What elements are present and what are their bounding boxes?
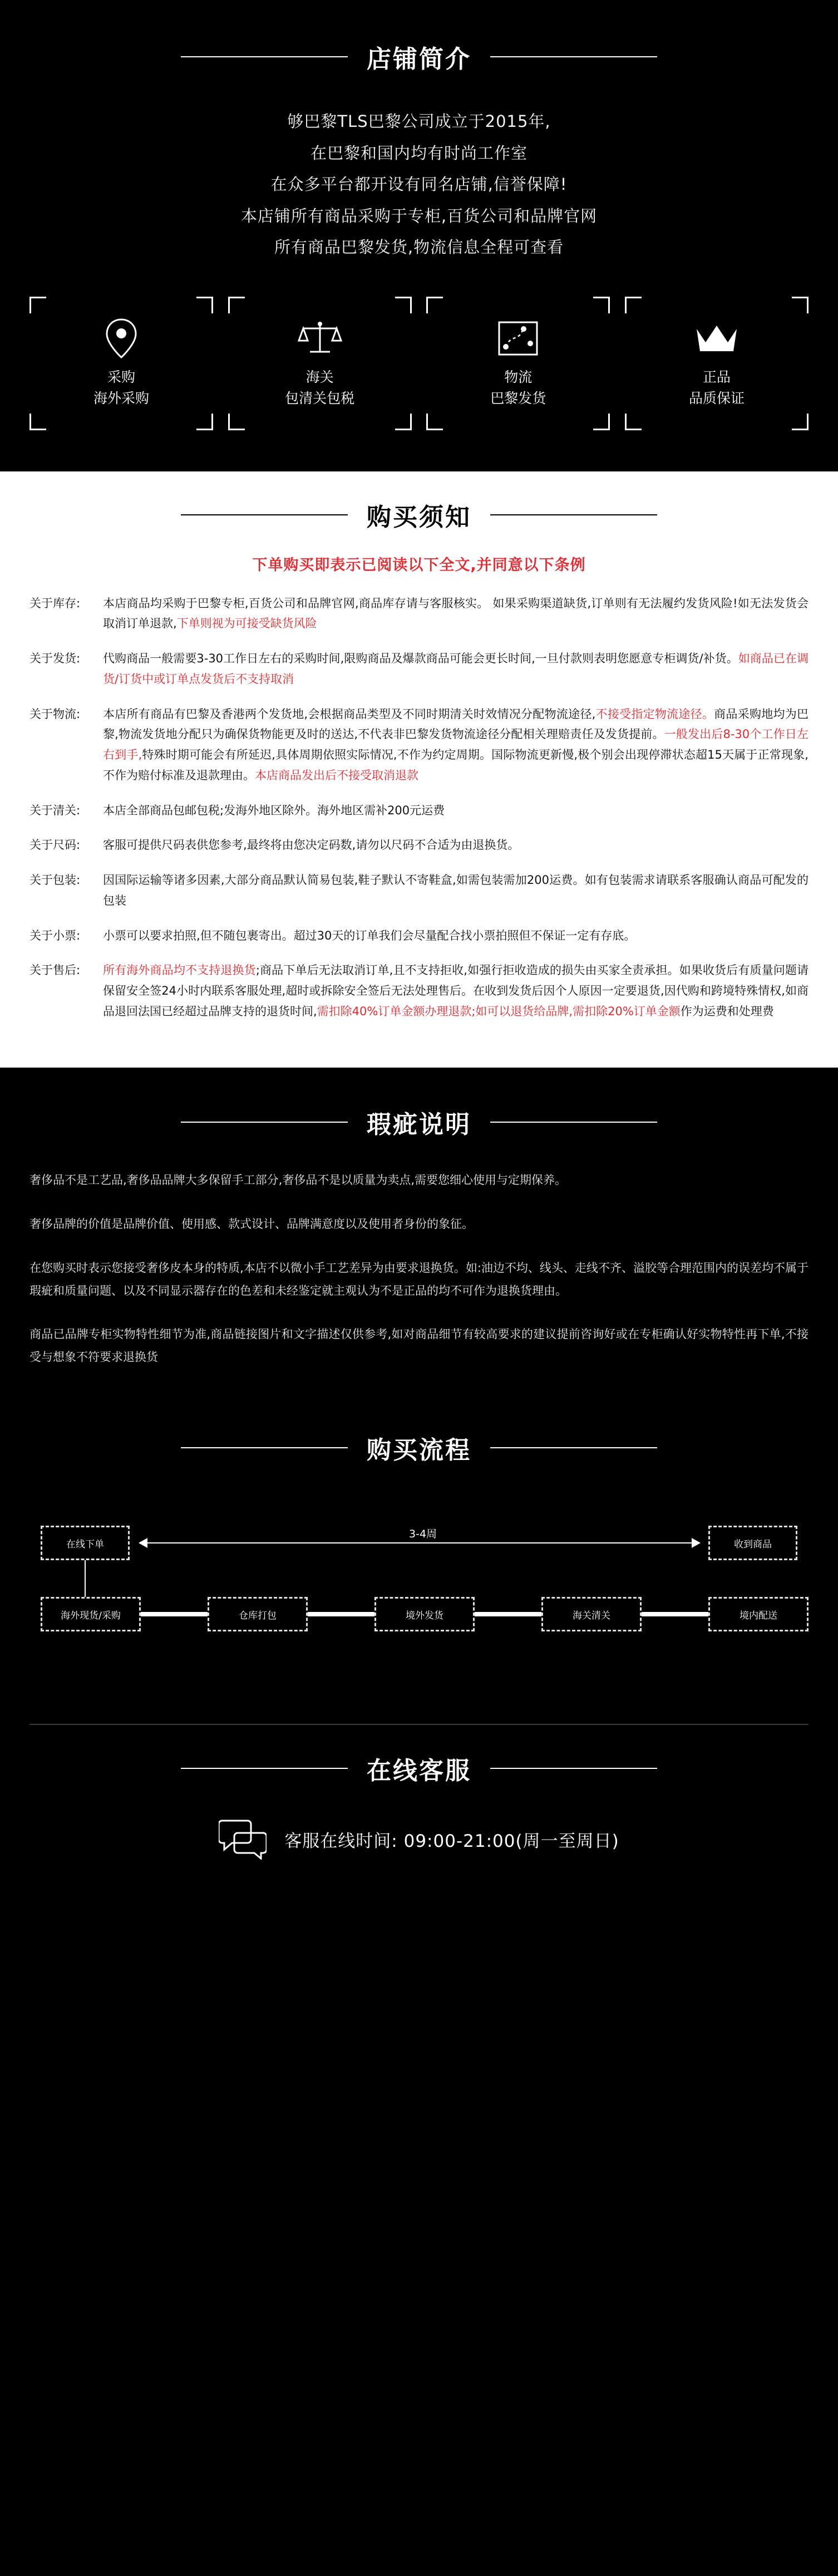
flow-step-label: 海关清关 [573,1610,610,1621]
heading-rule-right [490,56,657,57]
purchase-flow-heading [0,1430,838,1466]
notice-row-receipt [29,926,809,946]
badge-line1: 物流 [504,369,533,386]
badge-line2: 包清关包税 [285,390,355,406]
notice-row-key: 关于尺码: [29,838,81,852]
feature-badge-label [689,367,745,409]
corner-bracket [426,297,443,313]
notice-text-highlight: 本店商品发出后不接受取消退款 [255,768,418,782]
section-purchase-notice [0,471,838,1068]
notice-text-highlight: 一般发出后8-30个工作日左右到手, [103,727,809,762]
flaw-heading [0,1104,838,1140]
notice-row-stock [29,593,809,635]
notice-text: 作为运费和处理费 [680,1004,774,1018]
service-divider [29,1724,809,1725]
notice-row-value [103,960,809,1021]
notice-text: 特殊时期可能会有所延迟,具体周期依照实际情况,不作为约定周期。国际物流更新慢,极个别会出现停滞状态超15天属于正常现象,不作为赔付标准及退款理由。 [103,748,809,782]
notice-text: 商品采购地均为巴黎,物流发货地分配只为确保货物能更及时的送达,不代表非巴黎发货物流途径分配相关理赔责任及发货提前。 [103,707,809,741]
flaw-paragraph: 奢侈品牌的价值是品牌价值、使用感、款式设计、品牌满意度以及使用者身份的象征。 [29,1217,474,1231]
scales-icon [298,318,342,359]
feature-badges [29,297,809,430]
flow-step-label: 境内配送 [740,1610,777,1621]
section-store-intro [0,0,838,430]
corner-bracket [29,297,46,313]
notice-text: 本店全部商品包邮包税;发海外地区除外。海外地区需补200元运费 [103,803,445,817]
heading-rule-right [490,1122,657,1123]
badge-line1: 采购 [107,369,135,386]
online-service-title: 在线客服 [367,1757,471,1786]
flow-step-label: 在线下单 [66,1538,104,1550]
notice-row-key: 关于小票: [29,928,81,942]
purchase-notice-title: 购买须知 [367,503,471,532]
notice-row-value [103,870,809,911]
corner-bracket [593,414,610,430]
notice-row-value [103,704,809,786]
feature-badge-label [490,367,546,409]
flow-step-customs-clearance [541,1597,642,1631]
flaw-paragraphs [29,1169,809,1369]
notice-text: 本店所有商品有巴黎及香港两个发货地,会根据商品类型及不同时期清关时效情况分配物流途径, [103,707,596,721]
heading-rule-left [181,56,348,57]
purchase-flow-diagram [29,1496,809,1663]
corner-bracket [196,414,213,430]
heading-rule-left [181,1447,348,1448]
flow-connector-vertical [85,1560,86,1597]
heading-rule-right [490,1447,657,1448]
badge-line1: 正品 [702,369,731,386]
flow-step-overseas-dispatch [374,1597,475,1631]
flow-duration-line [146,1542,692,1543]
flow-step-domestic-delivery [708,1597,809,1631]
flow-connector-4 [642,1612,708,1616]
corner-bracket [625,414,642,430]
flow-step-label: 境外发货 [406,1610,443,1621]
flow-step-overseas-purchase [41,1597,141,1631]
notice-row-logistics [29,704,809,786]
chat-bubbles-icon [219,1816,267,1862]
feature-badge-label [285,367,354,409]
section-purchase-flow [0,1395,838,1663]
corner-bracket [426,414,443,430]
corner-bracket [228,414,245,430]
badge-line2: 巴黎发货 [490,390,546,406]
heading-rule-left [181,1122,348,1123]
intro-line: 在众多平台都开设有同名店铺,信誉保障! [270,175,568,194]
feature-badge-purchasing [29,297,213,430]
notice-text-highlight: 如商品已在调货/订货中或订单点发货后不支持取消 [103,652,809,686]
online-service-hours: 客服在线时间: 09:00-21:00(周一至周日) [284,1831,619,1851]
store-intro-text [0,106,838,263]
corner-bracket [792,414,809,430]
intro-line: 够巴黎TLS巴黎公司成立于2015年, [287,112,551,131]
badge-line2: 海外采购 [93,390,149,406]
notice-text: ;商品下单后无法取消订单,且不支持拒收,如强行拒收造成的损失由买家全责承担。如果收货后有质量问题请保留安全签24小时内联系客服处理,超时或拆除安全签后无法处理售后。在收到发货后因个人原因一定要退货,因代购和跨境特殊情权,如商品退回法国已经超过品牌支持的退货时间, [103,963,809,1018]
purchase-notice-subtitle: 下单购买即表示已阅读以下全文,并同意以下条例 [252,556,586,574]
flow-step-label: 仓库打包 [239,1610,277,1621]
notice-row-packaging [29,870,809,911]
flow-connector-1 [141,1612,208,1616]
notice-row-customs [29,800,809,821]
heading-rule-left [181,1768,348,1769]
flaw-paragraph: 奢侈品不是工艺品,奢侈品品牌大多保留手工部分,奢侈品不是以质量为卖点,需要您细心使用与定期保养。 [29,1173,567,1187]
feature-badge-customs [228,297,412,430]
flow-arrow-left-icon [139,1538,147,1548]
notice-text-highlight: 不接受指定物流途径。 [595,707,714,721]
flow-arrow-right-icon [692,1538,701,1548]
purchase-flow-title: 购买流程 [367,1436,471,1465]
crown-icon [693,318,740,359]
badge-line2: 品质保证 [688,390,745,406]
flow-connector-2 [308,1612,374,1616]
flaw-paragraph: 在您购买时表示您接受奢侈皮本身的特质,本店不以微小手工艺差异为由要求退换货。如:油边不均、线头、走线不齐、溢胶等合理范围内的误差均不属于瑕疵和质量问题、以及不同显示器存在的色差和未经鉴定就主观认为不是正品的均不可作为退换货理由。 [29,1261,809,1297]
heading-rule-right [490,514,657,515]
corner-bracket [196,297,213,313]
flow-step-label: 收到商品 [734,1538,772,1550]
notice-text: 因国际运输等诸多因素,大部分商品默认简易包装,鞋子默认不寄鞋盒,如需包装需加200运费。如有包装需求请联系客服确认商品可配发的包装 [103,873,809,907]
flow-connector-3 [475,1612,541,1616]
notice-row-key: 关于发货: [29,652,81,666]
notice-row-value [103,835,809,856]
notice-row-after-sales [29,960,809,1021]
notice-row-value [103,926,809,946]
purchase-notice-list [29,593,809,1022]
store-intro-heading [0,39,838,75]
flow-step-receive-goods [708,1526,797,1560]
section-flaw-description [0,1068,838,1396]
flaw-title: 瑕疵说明 [367,1110,471,1139]
heading-rule-right [490,1768,657,1769]
flow-step-warehouse-packing [208,1597,308,1631]
route-map-icon [497,318,539,359]
intro-line: 本店铺所有商品采购于专柜,百货公司和品牌官网 [240,206,598,225]
notice-row-key: 关于包装: [29,873,81,887]
notice-text-highlight: 所有海外商品均不支持退换货 [103,963,256,977]
online-service-hours-row[interactable] [0,1816,838,1862]
flaw-paragraph: 商品已品牌专柜实物特性细节为准,商品链接图片和文字描述仅供参考,如对商品细节有较高要求的建议提前咨询好或在专柜确认好实物特性再下单,不接受与想象不符要求退换货 [29,1328,809,1364]
flow-step-place-order [41,1526,130,1560]
notice-row-shipping [29,648,809,690]
corner-bracket [792,297,809,313]
notice-row-value [103,593,809,635]
notice-text-highlight: 需扣除40%订单金额办理退款;如可以退货给品牌,需扣除20%订单金额 [317,1004,681,1018]
flow-duration-label: 3-4周 [401,1526,445,1541]
feature-badge-authenticity [625,297,809,430]
corner-bracket [29,414,46,430]
heading-rule-left [181,514,348,515]
notice-row-key: 关于物流: [29,707,81,721]
intro-line: 在巴黎和国内均有时尚工作室 [310,143,528,163]
corner-bracket [395,414,412,430]
notice-row-key: 关于售后: [29,963,81,977]
feature-badge-label [93,367,149,409]
store-intro-title: 店铺简介 [367,45,471,73]
corner-bracket [625,297,642,313]
notice-text: 本店商品均采购于巴黎专柜,百货公司和品牌官网,商品库存请与客服核实。 如果采购渠道缺货,订单则有无法履约发货风险!如无法发货会取消订单退款, [103,596,809,631]
corner-bracket [395,297,412,313]
corner-bracket [593,297,610,313]
purchase-notice-heading [0,497,838,533]
intro-line: 所有商品巴黎发货,物流信息全程可查看 [274,238,564,257]
notice-row-key: 关于清关: [29,803,81,817]
online-service-heading [0,1751,838,1786]
notice-row-key: 关于库存: [29,596,81,610]
notice-row-size [29,835,809,856]
notice-text: 客服可提供尺码表供您参考,最终将由您决定码数,请勿以尺码不合适为由退换货。 [103,838,520,852]
notice-text: 代购商品一般需要3-30工作日左右的采购时间,限购商品及爆款商品可能会更长时间,一旦付款则表明您愿意专柜调货/补货。 [103,652,738,666]
notice-row-value [103,648,809,690]
section-online-service [0,1694,838,1901]
corner-bracket [228,297,245,313]
notice-text-highlight: 下单则视为可接受缺货风险 [176,617,317,631]
flow-step-label: 海外现货/采购 [61,1610,121,1621]
badge-line1: 海关 [305,369,334,386]
notice-text: 小票可以要求拍照,但不随包裹寄出。超过30天的订单我们会尽量配合找小票拍照但不保证一定有存底。 [103,928,636,942]
location-pin-icon [103,318,139,359]
feature-badge-logistics [426,297,610,430]
notice-row-value [103,800,809,821]
